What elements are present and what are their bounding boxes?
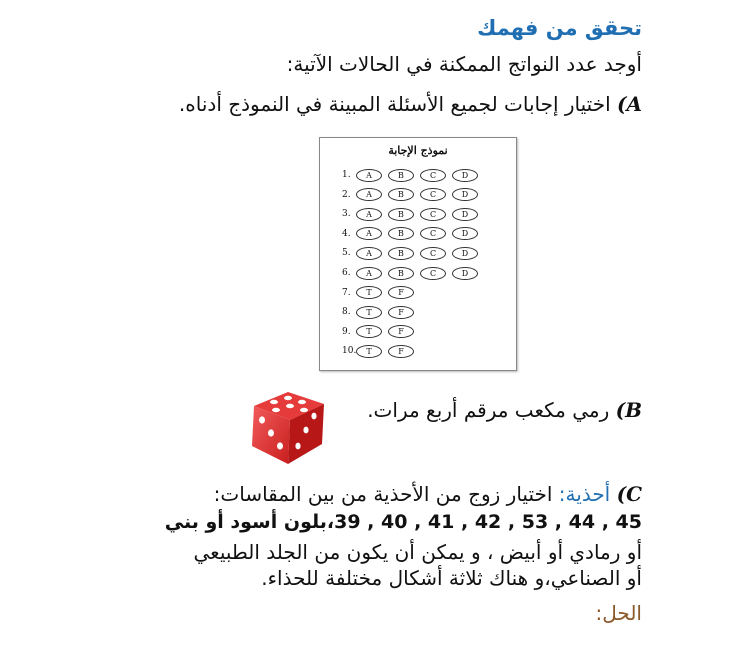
question-number: 6. xyxy=(342,268,351,278)
answer-option-bubble: C xyxy=(420,247,446,260)
answer-row xyxy=(342,264,484,282)
answer-option-bubble: C xyxy=(420,169,446,182)
question-number: 10. xyxy=(342,346,357,357)
question-number: 1. xyxy=(342,170,351,180)
part-b-text: رمي مكعب مرقم أربع مرات. xyxy=(367,398,610,422)
answer-row xyxy=(342,303,420,321)
part-c-line2: 45 , 44 , 53 , 42 , 41 , 40 , 39،بلون أسود أو بني xyxy=(164,511,642,533)
question-number: 9. xyxy=(342,326,351,337)
answer-row xyxy=(342,166,484,184)
part-a-letter: A) xyxy=(617,92,642,116)
answer-option-bubble: F xyxy=(388,345,414,358)
answer-row xyxy=(342,205,484,223)
answer-option-bubble: F xyxy=(388,325,414,338)
answer-option-bubble: F xyxy=(388,286,414,299)
part-c-line4: أو الصناعي،و هناك ثلاثة أشكال مختلفة للحذاء. xyxy=(261,566,642,590)
part-c-letter: C) xyxy=(616,482,642,506)
part-c-keyword: أحذية: xyxy=(558,482,611,506)
answer-option-bubble: D xyxy=(452,227,478,240)
answer-option-bubble: T xyxy=(356,325,382,338)
answer-option-bubble: B xyxy=(388,169,414,182)
answer-option-bubble: D xyxy=(452,208,478,221)
intro-text: أوجد عدد النواتج الممكنة في الحالات الآتية: xyxy=(286,52,642,76)
answer-option-bubble: A xyxy=(356,169,382,182)
answer-option-bubble: A xyxy=(356,227,382,240)
answer-option-bubble: C xyxy=(420,208,446,221)
question-number: 7. xyxy=(342,287,351,298)
answer-option-bubble: A xyxy=(356,267,382,280)
answer-option-bubble: B xyxy=(388,227,414,240)
lesson-title: تحقق من فهمك xyxy=(477,16,642,40)
answer-option-bubble: T xyxy=(356,286,382,299)
answer-row xyxy=(342,225,484,243)
answer-option-bubble: B xyxy=(388,267,414,280)
answer-row xyxy=(342,342,420,360)
answer-option-bubble: C xyxy=(420,188,446,201)
answer-option-bubble: B xyxy=(388,208,414,221)
answer-option-bubble: B xyxy=(388,247,414,260)
answer-option-bubble: D xyxy=(452,267,478,280)
part-a-text: اختيار إجابات لجميع الأسئلة المبينة في النموذج أدناه. xyxy=(178,92,611,116)
answer-option-bubble: A xyxy=(356,247,382,260)
part-a xyxy=(179,92,642,116)
answer-row xyxy=(342,284,420,302)
question-number: 5. xyxy=(342,248,351,259)
question-number: 3. xyxy=(342,209,351,220)
answer-row xyxy=(342,244,484,262)
solution-label: الحل: xyxy=(595,601,642,625)
part-b xyxy=(367,398,642,422)
answer-option-bubble: D xyxy=(452,169,478,182)
answer-option-bubble: F xyxy=(388,306,414,319)
answer-option-bubble: D xyxy=(452,188,478,201)
question-number: 4. xyxy=(342,228,351,239)
answer-option-bubble: D xyxy=(452,247,478,260)
answer-row xyxy=(342,186,484,204)
answer-option-bubble: A xyxy=(356,208,382,221)
answer-option-bubble: A xyxy=(356,188,382,201)
part-c-line1: اختيار زوج من الأحذية من بين المقاسات: xyxy=(213,482,553,506)
part-b-letter: B) xyxy=(615,398,642,422)
answer-option-bubble: T xyxy=(356,306,382,319)
answer-option-bubble: C xyxy=(420,267,446,280)
part-c xyxy=(214,482,642,506)
part-c-line3: أو رمادي أو أبيض ، و يمكن أن يكون من الجلد الطبيعي xyxy=(193,540,642,564)
question-number: 8. xyxy=(342,307,351,318)
answer-option-bubble: C xyxy=(420,227,446,240)
question-number: 2. xyxy=(342,189,351,200)
answer-row xyxy=(342,323,420,341)
answer-option-bubble: T xyxy=(356,345,382,358)
answer-sheet xyxy=(319,137,517,371)
answer-option-bubble: B xyxy=(388,188,414,201)
answer-sheet-title: نموذج الإجابة xyxy=(388,144,448,157)
red-die-icon xyxy=(244,388,328,468)
